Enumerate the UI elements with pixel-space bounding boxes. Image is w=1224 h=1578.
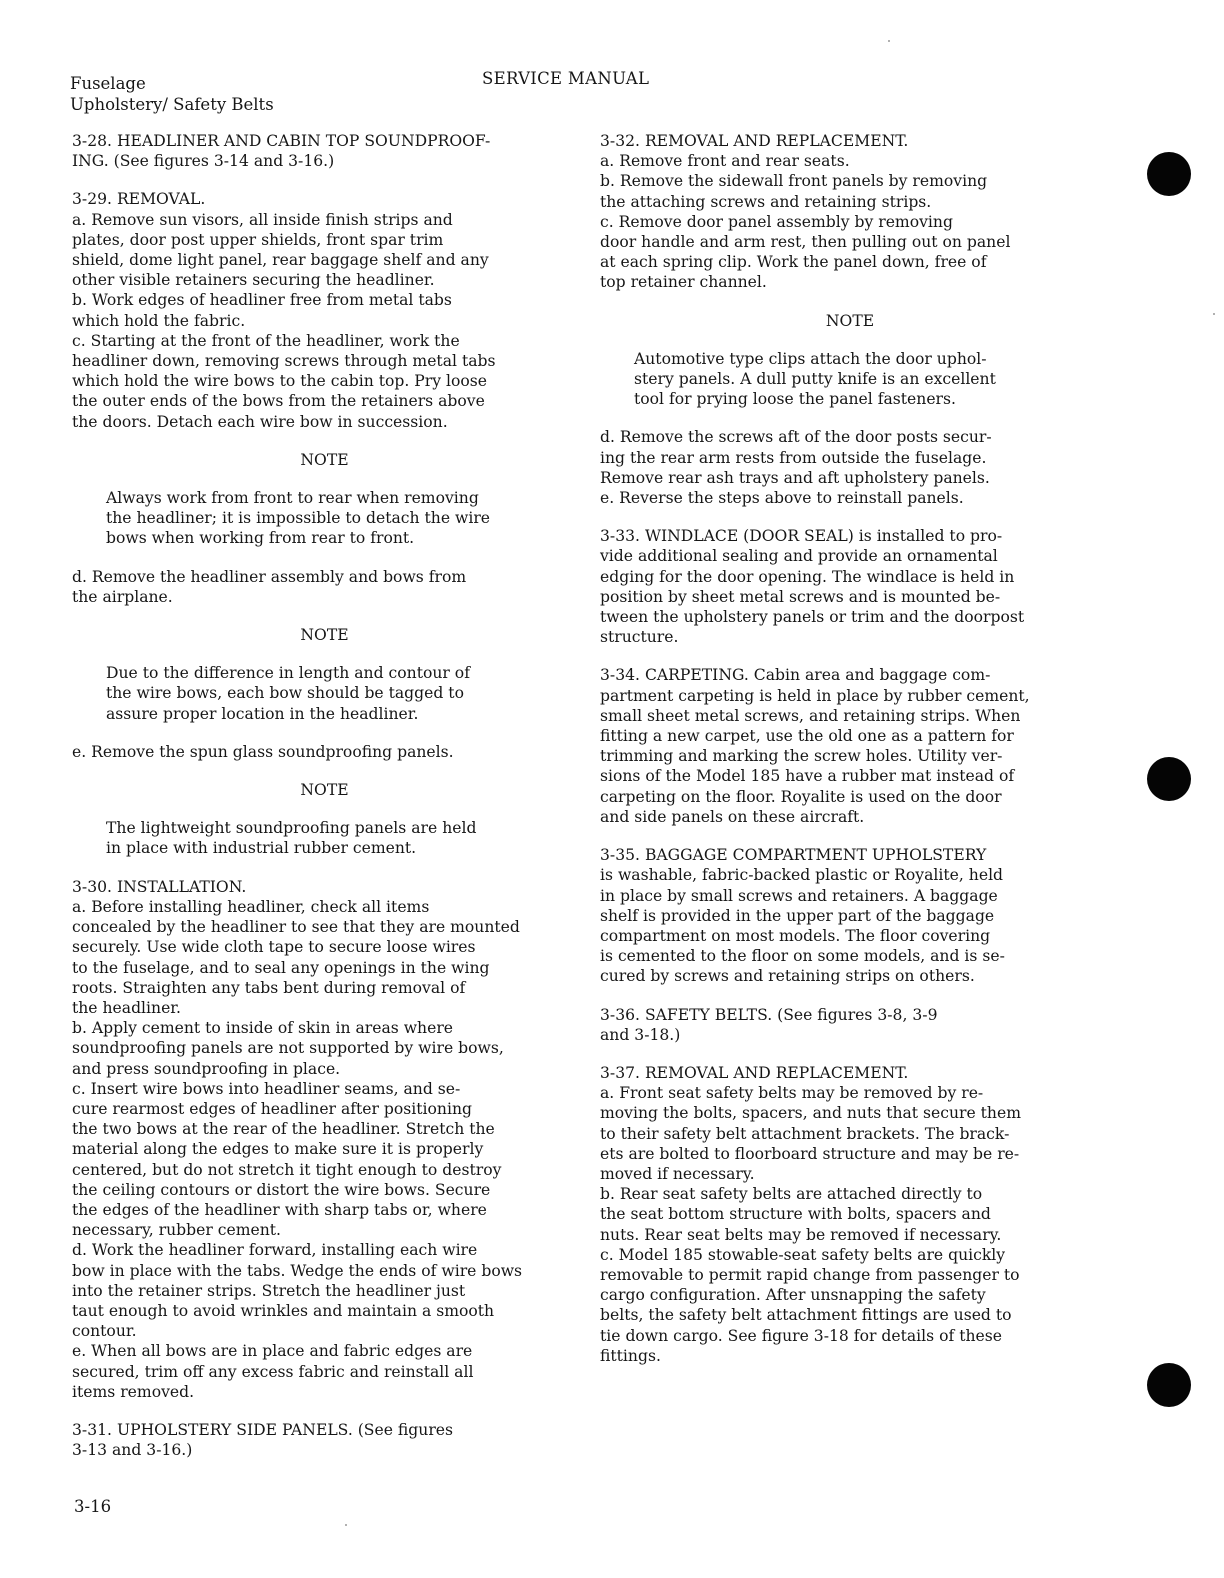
text-line: trimming and marking the screw holes. Utility ver- xyxy=(600,747,1003,766)
text-line: tie down cargo. See figure 3-18 for details of these xyxy=(600,1326,1002,1345)
text-line: in place by small screws and retainers. A baggage xyxy=(600,886,998,905)
text-line: bows when working from rear to front. xyxy=(106,529,415,548)
paragraph xyxy=(600,1005,1100,1045)
left-column xyxy=(72,131,577,1478)
paragraph xyxy=(600,526,1100,647)
note-heading: NOTE xyxy=(300,781,349,800)
text-line: 3-29. REMOVAL. xyxy=(72,190,206,209)
text-line: plates, door post upper shields, front spar trim xyxy=(72,230,444,249)
note-heading: NOTE xyxy=(825,311,875,330)
text-line: sions of the Model 185 have a rubber mat instead of xyxy=(600,767,1015,786)
text-line: concealed by the headliner to see that they are mounted xyxy=(72,918,520,937)
text-line: secured, trim off any excess fabric and reinstall all xyxy=(72,1362,474,1381)
text-line: d. Remove the screws aft of the door posts secur- xyxy=(600,428,992,447)
note-text xyxy=(72,488,577,549)
text-line: cargo configuration. After unsnapping the safety xyxy=(600,1286,986,1305)
text-line: and side panels on these aircraft. xyxy=(600,807,865,826)
text-line: assure proper location in the headliner. xyxy=(106,704,419,723)
text-line: fittings. xyxy=(600,1346,661,1365)
text-line: Automotive type clips attach the door uphol- xyxy=(634,349,987,368)
binder-hole xyxy=(1147,757,1191,801)
paragraph xyxy=(72,877,577,1402)
text-line: moving the bolts, spacers, and nuts that secure them xyxy=(600,1104,1021,1123)
text-line: partment carpeting is held in place by rubber cement, xyxy=(600,686,1030,705)
text-line: d. Remove the headliner assembly and bows from xyxy=(72,567,467,586)
text-line: b. Apply cement to inside of skin in areas where xyxy=(72,1019,453,1038)
text-line: edging for the door opening. The windlace is held in xyxy=(600,567,1015,586)
paper-speck xyxy=(1213,313,1215,315)
binder-hole xyxy=(1147,152,1191,196)
text-line: 3-32. REMOVAL AND REPLACEMENT. xyxy=(600,132,909,150)
text-line: The lightweight soundproofing panels are held xyxy=(106,819,477,838)
text-line: ing the rear arm rests from outside the fuselage. xyxy=(600,448,987,467)
page-number: 3-16 xyxy=(74,1497,112,1516)
text-line: ING. (See figures 3-14 and 3-16.) xyxy=(72,152,335,171)
text-line: headliner down, removing screws through metal tabs xyxy=(72,352,496,371)
text-line: Due to the difference in length and contour of xyxy=(106,664,470,683)
paragraph xyxy=(72,742,577,762)
text-line: d. Work the headliner forward, installing each wire xyxy=(72,1241,478,1260)
note-text xyxy=(72,818,577,858)
text-line: shelf is provided in the upper part of the baggage xyxy=(600,906,995,925)
text-line: belts, the safety belt attachment fittings are used to xyxy=(600,1306,1012,1325)
text-line: carpeting on the floor. Royalite is used on the door xyxy=(600,787,1002,806)
text-line: 3-31. UPHOLSTERY SIDE PANELS. (See figures xyxy=(72,1420,454,1439)
text-line: the two bows at the rear of the headliner. Stretch the xyxy=(72,1120,495,1139)
text-line: tool for prying loose the panel fasteners. xyxy=(634,390,956,409)
manual-title: SERVICE MANUAL xyxy=(482,69,650,88)
text-line: 3-37. REMOVAL AND REPLACEMENT. xyxy=(600,1063,909,1082)
text-line: c. Remove door panel assembly by removing xyxy=(600,212,953,231)
text-line: compartment on most models. The floor covering xyxy=(600,926,991,945)
text-line: c. Insert wire bows into headliner seams, and se- xyxy=(72,1079,461,1098)
text-line: a. Front seat safety belts may be removed by re- xyxy=(600,1084,984,1103)
text-line: which hold the wire bows to the cabin top. Pry loose xyxy=(72,372,487,391)
text-line: taut enough to avoid wrinkles and maintain a smooth xyxy=(72,1301,495,1320)
text-line: 3-13 and 3-16.) xyxy=(72,1441,193,1460)
text-line: a. Remove front and rear seats. xyxy=(600,152,850,171)
section-header-line: Fuselage xyxy=(70,74,146,93)
text-line: in place with industrial rubber cement. xyxy=(106,839,417,858)
note-text xyxy=(600,349,1100,410)
text-line: fitting a new carpet, use the old one as a pattern for xyxy=(600,727,1014,746)
text-line: the attaching screws and retaining strips. xyxy=(600,192,932,211)
text-line: the ceiling contours or distort the wire bows. Secure xyxy=(72,1180,491,1199)
text-line: the edges of the headliner with sharp tabs or, where xyxy=(72,1200,487,1219)
text-line: the headliner; it is impossible to detach the wire xyxy=(106,509,491,528)
text-line: items removed. xyxy=(72,1382,195,1401)
text-line: structure. xyxy=(600,628,679,647)
text-line: at each spring clip. Work the panel down, free of xyxy=(600,253,987,272)
text-line: moved if necessary. xyxy=(600,1164,755,1183)
paragraph xyxy=(600,131,1100,293)
paragraph xyxy=(600,1063,1100,1366)
text-line: vide additional sealing and provide an ornamental xyxy=(600,547,998,566)
text-line: to their safety belt attachment brackets. The brack- xyxy=(600,1124,1010,1143)
text-line: e. When all bows are in place and fabric edges are xyxy=(72,1342,473,1361)
section-header xyxy=(70,73,274,115)
text-line: and 3-18.) xyxy=(600,1025,681,1044)
paragraph xyxy=(72,567,577,607)
right-column xyxy=(600,131,1100,1384)
paragraph xyxy=(72,189,577,431)
text-line: tween the upholstery panels or trim and the doorpost xyxy=(600,608,1025,627)
text-line: the doors. Detach each wire bow in succession. xyxy=(72,412,448,431)
text-line: other visible retainers securing the headliner. xyxy=(72,271,435,290)
text-line: the outer ends of the bows from the retainers above xyxy=(72,392,485,411)
text-line: e. Remove the spun glass soundproofing panels. xyxy=(72,742,454,761)
text-line: the seat bottom structure with bolts, spacers and xyxy=(600,1205,991,1224)
text-line: which hold the fabric. xyxy=(72,311,246,330)
text-line: cured by screws and retaining strips on others. xyxy=(600,967,975,986)
text-line: b. Work edges of headliner free from metal tabs xyxy=(72,291,452,310)
text-line: bow in place with the tabs. Wedge the ends of wire bows xyxy=(72,1261,523,1280)
paragraph xyxy=(600,665,1100,827)
text-line: to the fuselage, and to seal any openings in the wing xyxy=(72,958,490,977)
text-line: ets are bolted to floorboard structure and may be re- xyxy=(600,1144,1020,1163)
text-line: c. Starting at the front of the headliner, work the xyxy=(72,331,460,350)
text-line: contour. xyxy=(72,1322,137,1341)
note-heading: NOTE xyxy=(300,450,349,469)
text-line: securely. Use wide cloth tape to secure loose wires xyxy=(72,938,476,957)
paragraph xyxy=(600,427,1100,508)
paragraph xyxy=(72,131,577,171)
text-line: small sheet metal screws, and retaining strips. When xyxy=(600,706,1021,725)
text-line: top retainer channel. xyxy=(600,273,767,292)
paragraph xyxy=(600,845,1100,986)
text-line: is washable, fabric-backed plastic or Royalite, held xyxy=(600,866,1004,885)
text-line: removable to permit rapid change from passenger to xyxy=(600,1265,1020,1284)
text-line: cure rearmost edges of headliner after positioning xyxy=(72,1099,472,1118)
text-line: Always work from front to rear when removing xyxy=(106,489,479,508)
text-line: 3-35. BAGGAGE COMPARTMENT UPHOLSTERY xyxy=(600,846,987,865)
text-line: 3-28. HEADLINER AND CABIN TOP SOUNDPROOF- xyxy=(72,132,491,150)
text-line: nuts. Rear seat belts may be removed if necessary. xyxy=(600,1225,1002,1244)
text-line: the headliner. xyxy=(72,998,181,1017)
text-line: the wire bows, each bow should be tagged to xyxy=(106,684,464,703)
paper-speck xyxy=(888,40,890,42)
text-line: Remove rear ash trays and aft upholstery panels. xyxy=(600,468,990,487)
note-text xyxy=(72,663,577,724)
text-line: into the retainer strips. Stretch the headliner just xyxy=(72,1281,466,1300)
binder-hole xyxy=(1147,1363,1191,1407)
text-line: and press soundproofing in place. xyxy=(72,1059,341,1078)
text-line: door handle and arm rest, then pulling out on panel xyxy=(600,233,1011,252)
text-line: b. Remove the sidewall front panels by removing xyxy=(600,172,988,191)
text-line: 3-33. WINDLACE (DOOR SEAL) is installed to pro- xyxy=(600,527,1003,546)
text-line: soundproofing panels are not supported by wire bows, xyxy=(72,1039,504,1058)
text-line: necessary, rubber cement. xyxy=(72,1221,281,1240)
text-line: e. Reverse the steps above to reinstall panels. xyxy=(600,489,964,508)
text-line: position by sheet metal screws and is mounted be- xyxy=(600,587,1001,606)
text-line: the airplane. xyxy=(72,587,173,606)
text-line: centered, but do not stretch it tight enough to destroy xyxy=(72,1160,502,1179)
text-line: 3-36. SAFETY BELTS. (See figures 3-8, 3-9 xyxy=(600,1005,938,1024)
section-header-line: Upholstery/ Safety Belts xyxy=(70,95,274,114)
text-line: a. Remove sun visors, all inside finish strips and xyxy=(72,210,453,229)
text-line: material along the edges to make sure it is properly xyxy=(72,1140,484,1159)
text-line: a. Before installing headliner, check all items xyxy=(72,897,430,916)
text-line: b. Rear seat safety belts are attached directly to xyxy=(600,1185,983,1204)
text-line: c. Model 185 stowable-seat safety belts are quickly xyxy=(600,1245,1006,1264)
text-line: 3-34. CARPETING. Cabin area and baggage com- xyxy=(600,666,991,685)
note-heading: NOTE xyxy=(300,626,349,645)
text-line: stery panels. A dull putty knife is an excellent xyxy=(634,370,996,389)
text-line: 3-30. INSTALLATION. xyxy=(72,877,247,896)
text-line: shield, dome light panel, rear baggage shelf and any xyxy=(72,251,489,270)
paper-speck xyxy=(345,1524,347,1526)
text-line: roots. Straighten any tabs bent during removal of xyxy=(72,978,466,997)
text-line: is cemented to the floor on some models, and is se- xyxy=(600,947,1005,966)
paragraph xyxy=(72,1420,577,1460)
